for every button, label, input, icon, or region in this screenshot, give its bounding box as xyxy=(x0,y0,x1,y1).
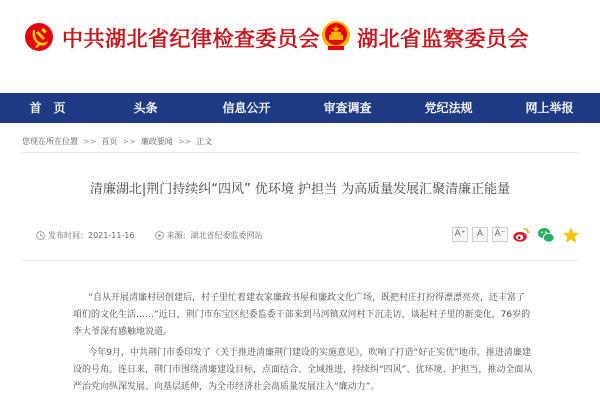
cdi-title: 中共湖北省纪律检查委员会 xyxy=(62,27,320,51)
article-paragraph: “自从开展清廉村居创建后，村子里忙着建农家廉政书屋和廉政文化广场，既把村庄打扮得漂漂亮亮，还丰富了咱们的文化生活……”近日，荆门市东宝区纪委监委干部来到马河镇双河村下沉走访，谈起村子里的新变化，76岁的李大爷深有感触地说道。 xyxy=(73,293,531,337)
nav-home[interactable]: 首 页 xyxy=(29,101,66,115)
breadcrumb-current: 正文 xyxy=(196,137,213,146)
source-icon xyxy=(155,231,164,240)
divider xyxy=(22,260,578,261)
supervision-commission-title: 湖北省监察委员会 xyxy=(357,27,529,51)
nav-headlines[interactable]: 头条 xyxy=(133,101,158,115)
article-meta xyxy=(36,230,263,241)
main-nav xyxy=(0,93,600,123)
breadcrumb-separator: >> xyxy=(177,137,192,146)
article-source: 来源：湖北省纪委监委网站 xyxy=(166,231,263,240)
breadcrumb-prefix: 您现在所在位置 xyxy=(22,137,78,146)
font-size-controls xyxy=(452,227,508,242)
qzone-star-icon[interactable] xyxy=(562,226,580,244)
article-paragraph: 今年9月，中共荆门市委印发了《关于推进清廉荆门建设的实施意见》，吹响了打造“好正实优”地市，推进清廉建设的号角。连日来，荆门市围绕清廉建设目标，点面结合、全域推进，持续纠“四风”、优环境、护担当，推动全面从严治党向纵深发展、向基层延伸，为全市经济社会高质量发展注入“廉动力”。 xyxy=(73,348,533,392)
article-title: 清廉湖北|荆门持续纠“四风” 优环境 护担当 为高质量发展汇聚清廉正能量 xyxy=(89,182,511,197)
publish-date: 发布时间：2021-11-16 xyxy=(48,231,135,240)
font-increase-button[interactable]: A⁺ xyxy=(452,227,468,242)
divider xyxy=(22,152,578,153)
national-emblem-icon xyxy=(321,20,351,52)
party-emblem-icon xyxy=(24,22,54,52)
breadcrumb-separator: >> xyxy=(83,137,97,146)
nav-info-disclosure[interactable]: 信息公开 xyxy=(222,101,271,115)
nav-online-report[interactable]: 网上举报 xyxy=(525,101,574,115)
breadcrumb-separator: >> xyxy=(122,137,136,146)
clock-icon xyxy=(36,231,45,240)
share-bar xyxy=(512,226,580,244)
nav-regulations[interactable]: 党纪法规 xyxy=(424,101,473,115)
breadcrumb xyxy=(22,136,212,147)
font-normal-button[interactable]: A xyxy=(472,227,488,242)
nav-investigation[interactable]: 审查调查 xyxy=(323,101,372,115)
breadcrumb-home-link[interactable]: 首页 xyxy=(101,137,118,146)
breadcrumb-news-link[interactable]: 廉政要闻 xyxy=(140,137,173,146)
wechat-icon[interactable] xyxy=(537,226,555,244)
weibo-icon[interactable] xyxy=(512,226,530,244)
font-decrease-button[interactable]: A⁻ xyxy=(492,227,508,242)
site-header xyxy=(0,0,600,93)
